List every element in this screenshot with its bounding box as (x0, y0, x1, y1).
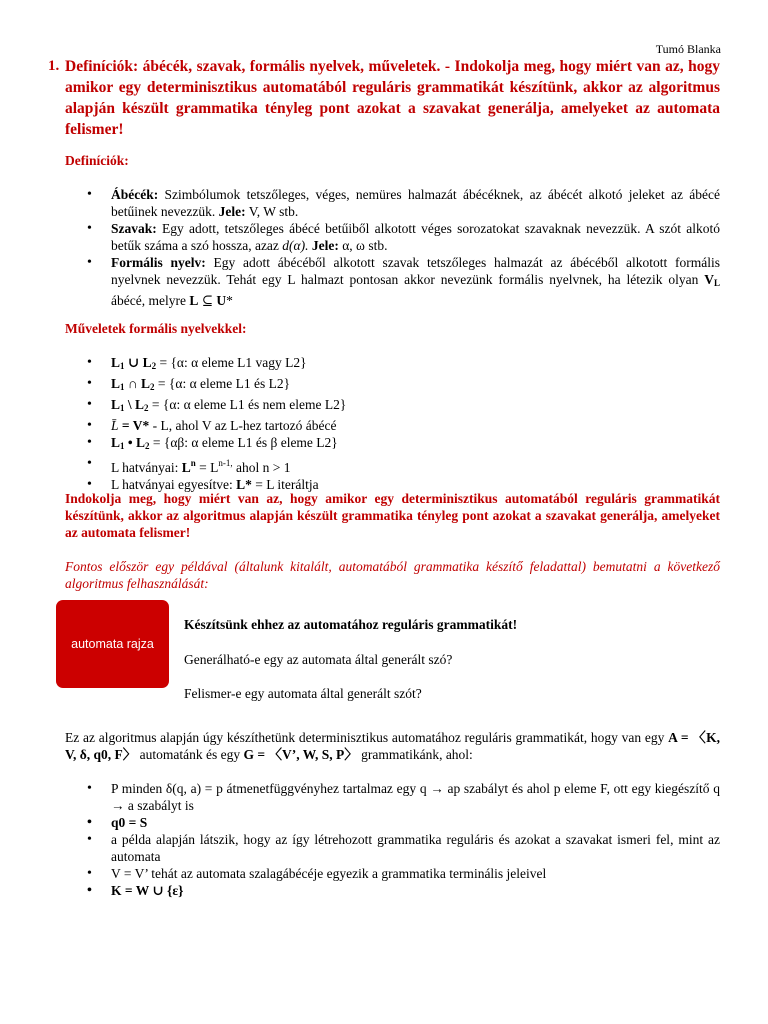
operations-list (65, 354, 720, 493)
example-task: Készítsünk ehhez az automatához reguláris grammatikát! (184, 617, 518, 632)
list-item: • Ábécék: Szimbólumok tetszőleges, véges, nemüres halmazát ábécéknek, az ábécét alkotó jeleket az ábécé betűinek nevezzük. Jele: V, W stb. (65, 186, 720, 220)
definitions-heading: Definíciók: (65, 153, 129, 168)
list-item: • Szavak: Egy adott, tetszőleges ábécé betűiből alkotott véges sorozatokat szavaknak nevezzük. A szót alkotó betűk száma a szó hossza, azaz d(α). Jele: α, ω stb. (65, 220, 720, 254)
list-item: • V = V’ tehát az automata szalagábécéje egyezik a grammatika terminális jeleivel (65, 865, 720, 882)
list-item: • q0 = S (65, 814, 720, 831)
example-intro: Fontos először egy példával (általunk kitalált, automatából grammatika készítő feladattal) bemutatni a következő algoritmus felhasználását: (65, 559, 720, 591)
algorithm-intro: Ez az algoritmus alapján úgy készíthetünk determinisztikus automatához reguláris grammatikát, hogy van egy A = 〈K, V, δ, q0, F〉 automatánk és egy G = 〈V’, W, S, P〉 grammatikánk, ahol: (65, 730, 720, 762)
author-name: Tumó Blanka (655, 42, 721, 56)
automaton-drawing-label: automata rajza (71, 637, 154, 651)
list-item: • $L_1$ • $L_2 = \{\alpha\beta$: α eleme L1 és β eleme L2} (65, 434, 720, 455)
definitions-list (65, 186, 720, 309)
algorithm-list (65, 780, 720, 899)
list-item: • L̄ = V* - L, ahol V az L-hez tartozó ábécé (65, 417, 720, 434)
question-title: Definíciók: ábécék, szavak, formális nyelvek, műveletek. - Indokolja meg, hogy miért van az, hogy amikor egy determinisztikus automatából reguláris grammatikát készítünk, akkor az algoritmus alapján készült grammatika tényleg pont azokat a szavakat generálja, amelyeket az automata felismer! (65, 58, 720, 138)
list-item: • L hatványai: $L^n = L^{n-1,}$ ahol n > 1 (65, 455, 720, 476)
list-item: • $L_1$ ∩ $L_2 = \{\alpha$: α eleme L1 és L2} (65, 375, 720, 396)
list-item: • Formális nyelv: Egy adott ábécéből alkotott szavak tetszőleges halmazát az ábécéből alkotott formális nyelvnek nevezzük. Tehát egy L halmazt pontosan akkor nevezünk formális nyelvnek, ha létezik olyan $V_L$ ábécé, melyre L ⊆ U* (65, 254, 720, 309)
example-question-1: Generálható-e egy az automata által generált szó? (184, 652, 453, 667)
list-item: • L hatványai egyesítve: L* = L iteráltja (65, 476, 720, 493)
justify-heading: Indokolja meg, hogy miért van az, hogy amikor egy determinisztikus automatából reguláris grammatikát készítünk, akkor az algoritmus alapján készült grammatika tényleg pont azokat a szavakat generálja, amelyeket az automata felismer! (65, 491, 720, 540)
example-question-2: Felismer-e egy automata által generált szót? (184, 686, 422, 701)
list-item: • a példa alapján látszik, hogy az így létrehozott grammatika reguláris és azokat a szavakat ismeri fel, mint az automata (65, 831, 720, 865)
list-item: • K = W ∪ {ε} (65, 882, 720, 899)
operations-heading: Műveletek formális nyelvekkel: (65, 321, 247, 336)
automaton-drawing-placeholder (56, 600, 169, 688)
list-item: • P minden δ(q, a) = p átmenetfüggvényhez tartalmaz egy q → ap szabályt és ahol p eleme F, ott egy kiegészítő q → a szabályt is (65, 780, 720, 814)
list-item: • $L_1$ ∪ $L_2 = \{\alpha$: α eleme L1 vagy L2} (65, 354, 720, 375)
list-item: • $L_1$ \ $L_2 = \{\alpha$: α eleme L1 és nem eleme L2} (65, 396, 720, 417)
question-number: 1. (48, 58, 60, 74)
